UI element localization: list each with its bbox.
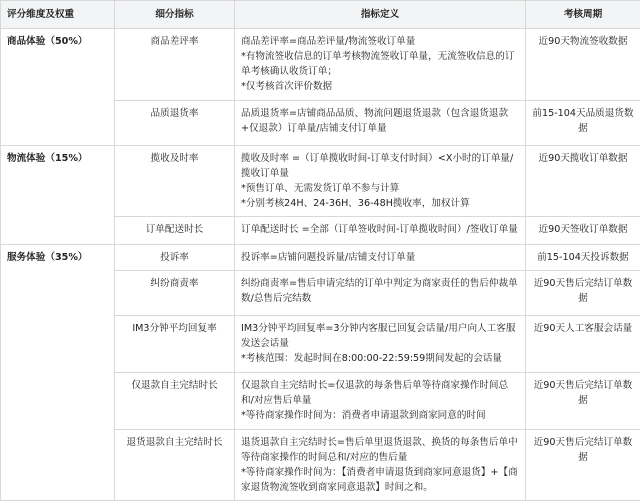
definition-line: 纠纷商责率=售后申请完结的订单中判定为商家责任的售后仲裁单数/总售后完结数 (241, 278, 518, 304)
definition-line: *分别考核24H、24-36H、36-48H揽收率，加权计算 (241, 198, 470, 209)
period-cell: 近90天物流签收数据 (526, 29, 640, 101)
metric-cell: 品质退货率 (115, 101, 235, 146)
definition-cell (235, 430, 526, 501)
metric-cell: IM3分钟平均回复率 (115, 316, 235, 373)
definition-line: *有物流签收信息的订单考核物流签收订单量，无流签收信息的订单考核确认收货订单； (241, 51, 515, 77)
table-row (1, 146, 640, 217)
definition-line: 退货退款自主完结时长=售后单里退货退款、换货的每条售后单中等待商家操作的时间总和/对应的售后量 (241, 437, 518, 463)
dimension-cell: 物流体验（15%） (1, 146, 115, 245)
definition-line: *考核范围：发起时间在8:00:00-22:59:59期间发起的会话量 (241, 353, 503, 364)
header-definition: 指标定义 (235, 1, 526, 29)
metric-cell: 商品差评率 (115, 29, 235, 101)
definition-line: *预售订单、无需发货订单不参与计算 (241, 183, 400, 194)
definition-line: IM3分钟平均回复率=3分钟内客服已回复会话量/用户向人工客服发送会话量 (241, 323, 516, 349)
period-cell: 前15-104天品质退货数据 (526, 101, 640, 146)
header-row (1, 1, 640, 29)
metric-cell: 订单配送时长 (115, 217, 235, 245)
period-cell: 近90天揽收订单数据 (526, 146, 640, 217)
metric-cell: 揽收及时率 (115, 146, 235, 217)
metric-cell: 仅退款自主完结时长 (115, 373, 235, 430)
period-cell: 近90天售后完结订单数据 (526, 271, 640, 316)
definition-line: *仅考核首次评价数据 (241, 81, 333, 92)
metric-cell: 投诉率 (115, 245, 235, 271)
definition-cell (235, 146, 526, 217)
definition-cell (235, 316, 526, 373)
metric-cell: 退货退款自主完结时长 (115, 430, 235, 501)
header-metric: 细分指标 (115, 1, 235, 29)
definition-cell (235, 271, 526, 316)
definition-line: *等待商家操作时间为：【消费者申请退货到商家同意退货】+【商家退货物流签收到商家同意退款】时间之和。 (241, 467, 518, 493)
metric-cell: 纠纷商责率 (115, 271, 235, 316)
definition-line: 投诉率=店铺问题投诉量/店铺支付订单量 (241, 252, 416, 263)
header-period: 考核周期 (526, 1, 640, 29)
definition-line: 订单配送时长 =全部（订单签收时间-订单揽收时间）/签收订单量 (241, 224, 518, 235)
definition-line: 品质退货率=店铺商品品质、物流问题退货退款（包含退货退款+仅退款）订单量/店铺支付订单量 (241, 108, 509, 134)
period-cell: 近90天售后完结订单数据 (526, 373, 640, 430)
definition-line: 仅退款自主完结时长=仅退款的每条售后单等待商家操作时间总和/对应售后单量 (241, 380, 509, 406)
definition-cell (235, 217, 526, 245)
period-cell: 近90天售后完结订单数据 (526, 430, 640, 501)
dimension-cell: 商品体验（50%） (1, 29, 115, 146)
period-cell: 前15-104天投诉数据 (526, 245, 640, 271)
definition-line: 商品差评率=商品差评量/物流签收订单量 (241, 36, 416, 47)
definition-cell (235, 29, 526, 101)
definition-cell (235, 245, 526, 271)
header-dimension: 评分维度及权重 (1, 1, 115, 29)
table-row (1, 29, 640, 101)
period-cell: 近90天签收订单数据 (526, 217, 640, 245)
definition-line: *等待商家操作时间为：消费者申请退款到商家同意的时间 (241, 410, 486, 421)
definition-cell (235, 373, 526, 430)
definition-line: 揽收及时率 =（订单揽收时间-订单支付时间）<X小时的订单量/揽收订单量 (241, 153, 514, 179)
dimension-cell: 服务体验（35%） (1, 245, 115, 501)
table-row (1, 245, 640, 271)
period-cell: 近90天人工客服会话量 (526, 316, 640, 373)
definition-cell (235, 101, 526, 146)
